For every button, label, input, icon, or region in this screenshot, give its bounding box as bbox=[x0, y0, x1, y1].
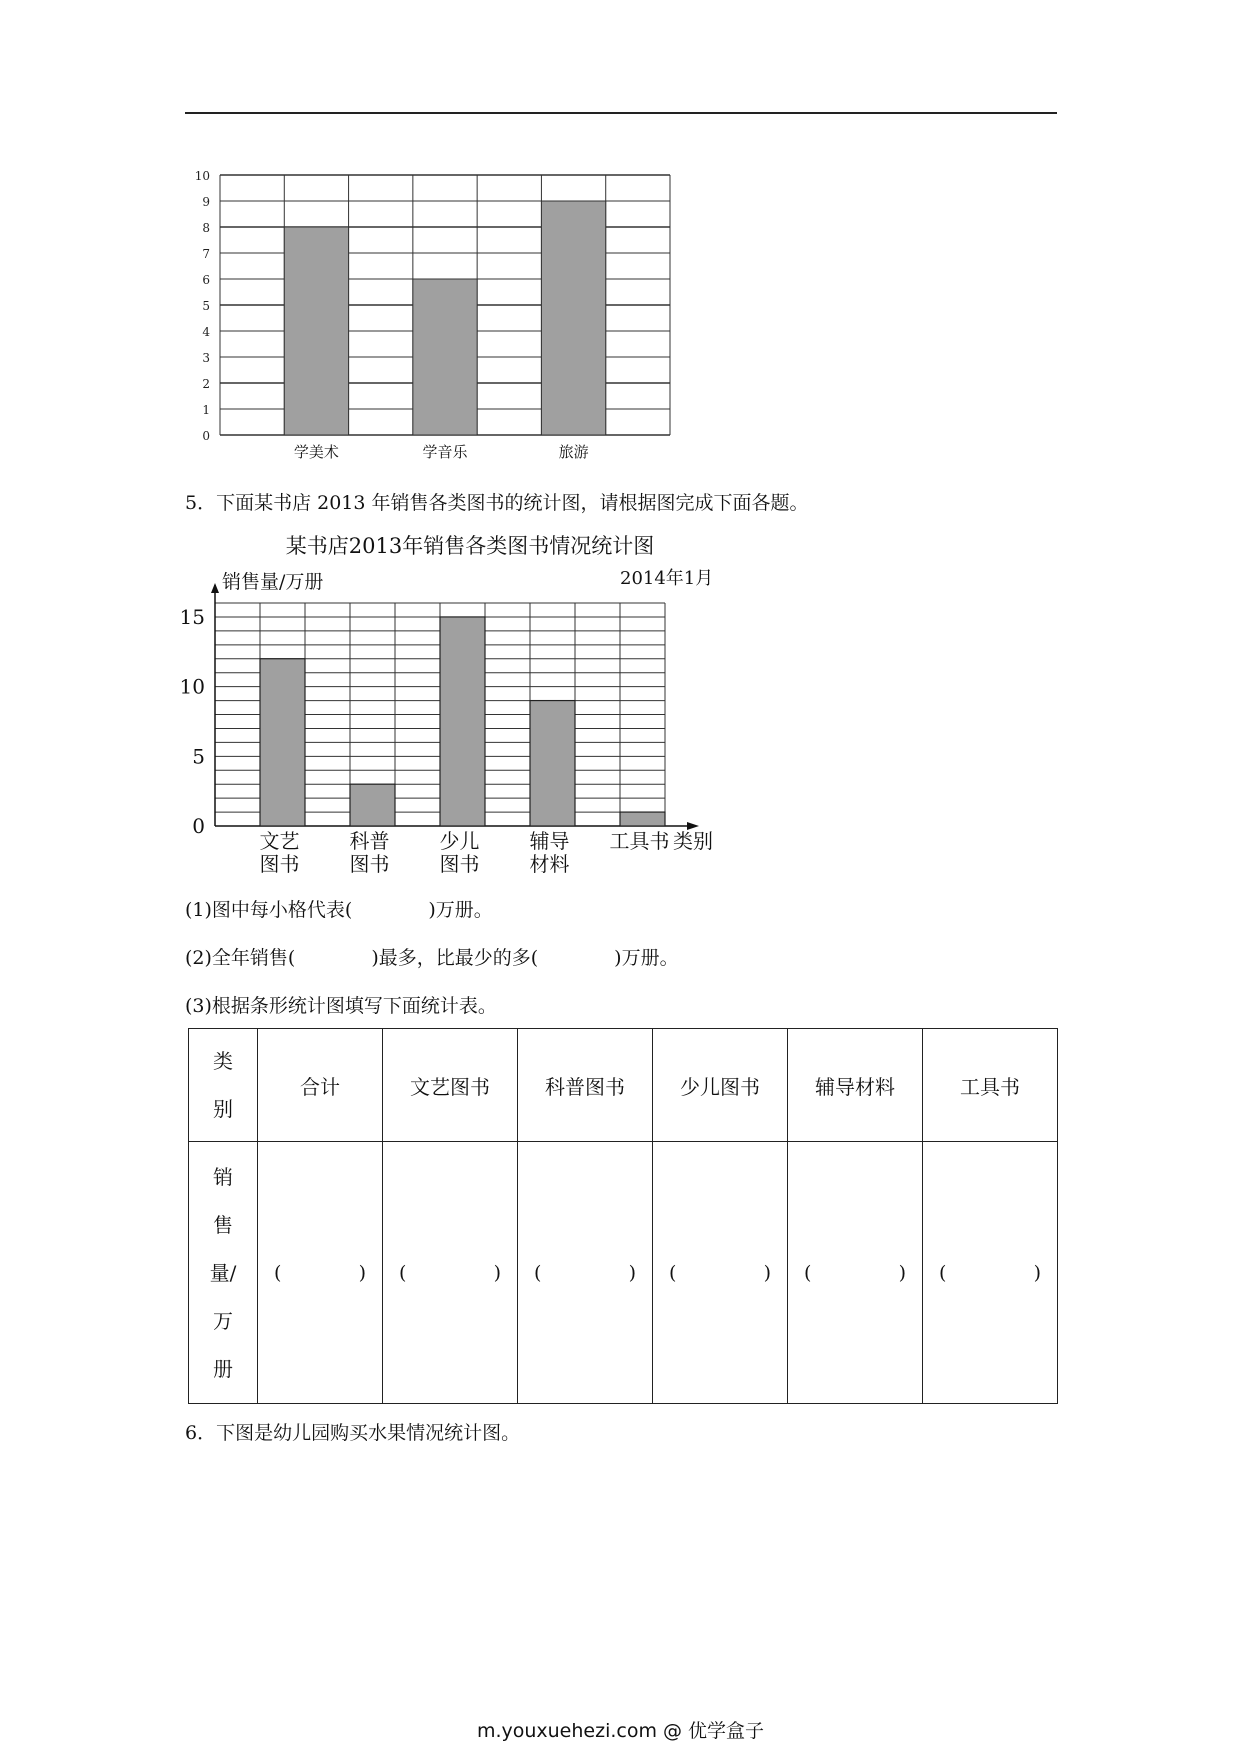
y-tick-label: 10 bbox=[179, 674, 205, 699]
x-category-label: 学美术 bbox=[293, 443, 339, 461]
x-axis-label: 类别 bbox=[673, 829, 713, 853]
row-char: 量/ bbox=[209, 1260, 237, 1285]
answer-cell-tools[interactable]: ( ) bbox=[923, 1142, 1058, 1404]
question-5-sub3: (3)根据条形统计图填写下面统计表。 bbox=[185, 995, 497, 1017]
sales-stats-table bbox=[188, 1028, 1058, 1404]
bar-chart-activities bbox=[190, 160, 710, 460]
header-tutoring: 辅导材料 bbox=[788, 1029, 923, 1142]
chart-date: 2014年1月 bbox=[620, 568, 714, 589]
header-total: 合计 bbox=[258, 1029, 383, 1142]
y-tick-label: 10 bbox=[194, 169, 210, 183]
question-5-sub1: (1)图中每小格代表( )万册。 bbox=[185, 899, 493, 921]
header-rule bbox=[185, 112, 1057, 114]
y-tick-label: 5 bbox=[202, 299, 210, 313]
bar bbox=[260, 659, 305, 826]
header-literature: 文艺图书 bbox=[383, 1029, 518, 1142]
corner-char: 别 bbox=[213, 1097, 233, 1121]
table-corner-cell bbox=[189, 1029, 258, 1142]
bar bbox=[350, 784, 395, 826]
x-category-label: 旅游 bbox=[558, 443, 589, 461]
row-char: 册 bbox=[213, 1356, 233, 1381]
question-5-intro: 5．下面某书店 2013 年销售各类图书的统计图，请根据图完成下面各题。 bbox=[185, 492, 809, 514]
y-axis-arrow bbox=[211, 583, 219, 593]
y-tick-label: 1 bbox=[202, 403, 210, 417]
bar bbox=[284, 227, 348, 435]
chart-title: 某书店2013年销售各类图书情况统计图 bbox=[285, 534, 655, 558]
answer-cell-total[interactable]: ( ) bbox=[258, 1142, 383, 1404]
row-char: 售 bbox=[213, 1212, 233, 1237]
x-category-label: 少儿 bbox=[439, 829, 480, 853]
header-science: 科普图书 bbox=[518, 1029, 653, 1142]
x-category-label: 图书 bbox=[259, 852, 300, 876]
x-category-label: 图书 bbox=[439, 852, 480, 876]
y-tick-label: 3 bbox=[202, 351, 210, 365]
bar-chart-book-sales bbox=[180, 528, 780, 888]
x-category-label: 科普 bbox=[349, 829, 390, 853]
y-tick-label: 0 bbox=[202, 429, 210, 443]
corner-char: 类 bbox=[213, 1049, 233, 1073]
y-tick-label: 9 bbox=[202, 195, 210, 209]
page-footer: m.youxuehezi.com @ 优学盒子 bbox=[476, 1720, 765, 1742]
x-category-label: 工具书 bbox=[609, 829, 670, 853]
y-tick-label: 8 bbox=[202, 221, 210, 235]
answer-cell-children[interactable]: ( ) bbox=[653, 1142, 788, 1404]
x-category-label: 学音乐 bbox=[422, 443, 468, 461]
header-tools: 工具书 bbox=[923, 1029, 1058, 1142]
row-char: 销 bbox=[213, 1164, 233, 1189]
question-6-intro: 6．下图是幼儿园购买水果情况统计图。 bbox=[185, 1422, 521, 1444]
y-tick-label: 7 bbox=[202, 247, 210, 261]
x-category-label: 材料 bbox=[529, 852, 570, 876]
answer-cell-science[interactable]: ( ) bbox=[518, 1142, 653, 1404]
answer-cell-tutoring[interactable]: ( ) bbox=[788, 1142, 923, 1404]
y-tick-label: 4 bbox=[202, 325, 210, 339]
y-tick-label: 2 bbox=[202, 377, 210, 391]
y-tick-label: 0 bbox=[192, 814, 205, 838]
bar bbox=[440, 617, 485, 826]
y-tick-label: 6 bbox=[202, 273, 210, 287]
x-category-label: 辅导 bbox=[529, 829, 570, 853]
answer-cell-literature[interactable]: ( ) bbox=[383, 1142, 518, 1404]
y-tick-label: 5 bbox=[192, 744, 205, 769]
bar bbox=[530, 701, 575, 826]
bar bbox=[541, 201, 605, 435]
y-axis-label: 销售量/万册 bbox=[222, 571, 324, 593]
y-tick-label: 15 bbox=[179, 604, 205, 629]
row-char: 万 bbox=[213, 1308, 233, 1333]
x-category-label: 图书 bbox=[349, 852, 390, 876]
bar bbox=[620, 812, 665, 826]
bar bbox=[413, 279, 477, 435]
question-5-sub2: (2)全年销售( )最多，比最少的多( )万册。 bbox=[185, 947, 679, 969]
header-children: 少儿图书 bbox=[653, 1029, 788, 1142]
x-category-label: 文艺 bbox=[259, 829, 300, 853]
row-label-cell bbox=[189, 1142, 258, 1404]
